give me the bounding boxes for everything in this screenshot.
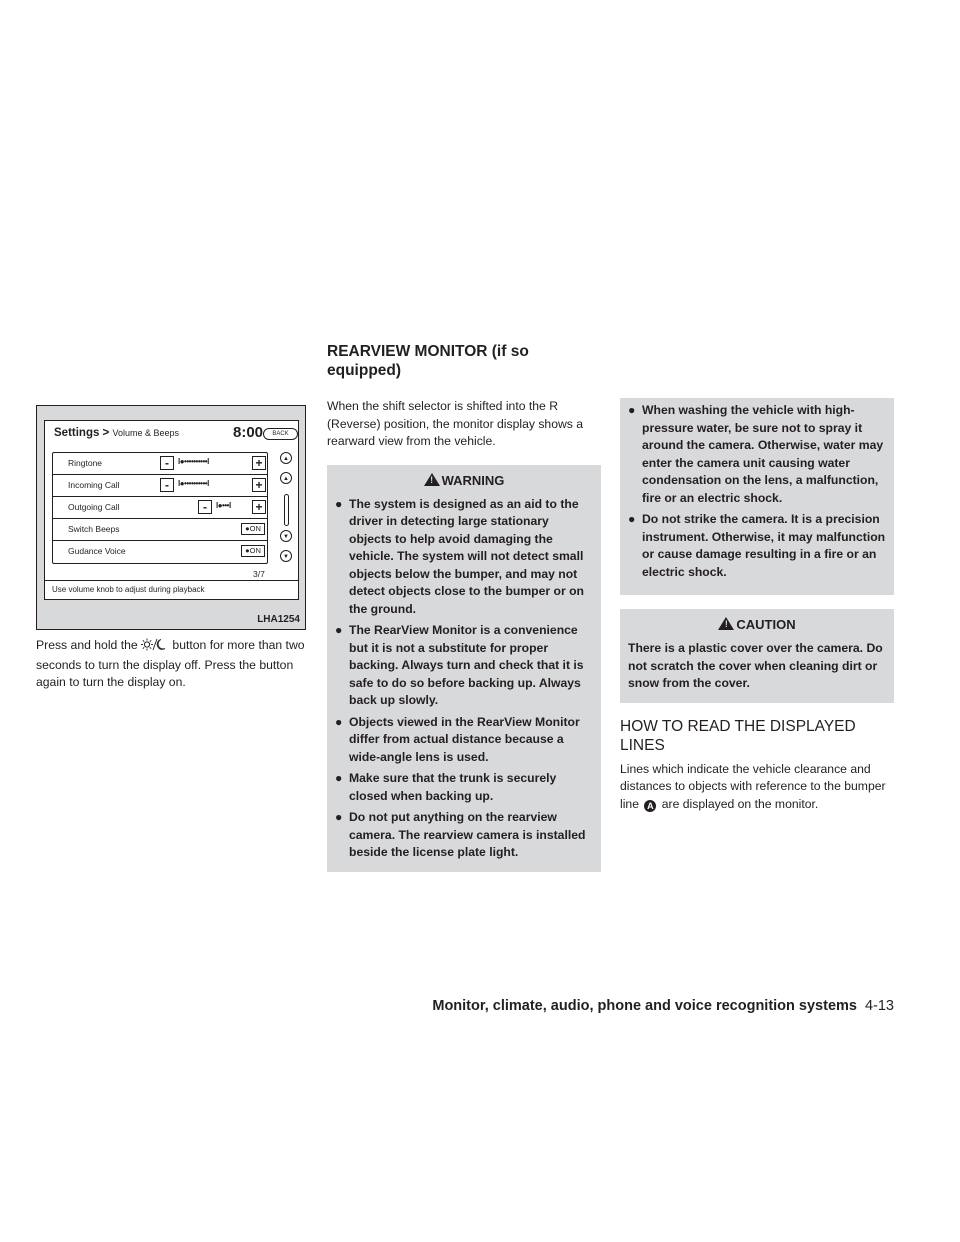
setting-row-ringtone bbox=[53, 453, 267, 475]
screen-title: Settings > Volume & Beeps bbox=[54, 427, 180, 439]
screen-subtitle: Volume & Beeps bbox=[112, 428, 180, 438]
caution-box bbox=[620, 609, 894, 703]
plus-icon: + bbox=[252, 478, 266, 492]
section-title-line-2: equipped) bbox=[327, 362, 402, 379]
caution-text: There is a plastic cover over the camera. Do not scratch the cover when cleaning dirt or snow from the cover. bbox=[628, 641, 883, 690]
setting-row-switch-beeps bbox=[53, 519, 267, 541]
caution-title: CAUTION bbox=[736, 617, 796, 632]
figure-id: LHA1254 bbox=[257, 614, 300, 625]
down-arrow-icon: ▼ bbox=[280, 530, 292, 542]
up-arrow-icon: ▲ bbox=[280, 472, 292, 484]
setting-label: Outgoing Call bbox=[68, 502, 120, 512]
lines-paragraph bbox=[620, 761, 894, 814]
column-3 bbox=[620, 398, 894, 813]
column-2 bbox=[327, 398, 601, 872]
volume-level: l●••••••••••l bbox=[178, 457, 209, 466]
minus-icon: - bbox=[160, 478, 174, 492]
page-footer bbox=[432, 998, 894, 1014]
minus-icon: - bbox=[198, 500, 212, 514]
intro-paragraph: When the shift selector is shifted into the R (Reverse) position, the monitor display shows a rearward view from the vehicle. bbox=[327, 399, 584, 448]
warning-icon: ! bbox=[424, 473, 440, 486]
page-indicator: 3/7 bbox=[253, 569, 265, 579]
double-up-arrow-icon: ▲ bbox=[280, 452, 292, 464]
setting-label: Incoming Call bbox=[68, 480, 120, 490]
scroll-track bbox=[284, 494, 289, 526]
double-down-arrow-icon: ▼ bbox=[280, 550, 292, 562]
caution-heading bbox=[628, 617, 886, 632]
screen-clock: 8:00 bbox=[233, 424, 264, 441]
lines-text-before: Lines which indicate the vehicle clearance and distances to objects with reference to the bumper line bbox=[620, 761, 886, 811]
warning-item: ● The RearView Monitor is a convenience but it is not a substitute for proper backing. Always turn and check that it is safe to do so before backing up. Always back up slowly. bbox=[335, 623, 584, 707]
display-button-paragraph bbox=[36, 637, 306, 692]
para-text-before: Press and hold the bbox=[36, 638, 138, 652]
warning-box-continued bbox=[620, 398, 894, 595]
toggle-on-badge: ●ON bbox=[241, 545, 265, 557]
plus-icon: + bbox=[252, 456, 266, 470]
volume-level: l●•••l bbox=[216, 501, 231, 510]
section-title bbox=[327, 342, 627, 380]
setting-row-outgoing-call bbox=[53, 497, 267, 519]
subsection-title: HOW TO READ THE DISPLAYED LINES bbox=[620, 717, 856, 754]
minus-icon: - bbox=[160, 456, 174, 470]
warning-item: ● Do not put anything on the rearview camera. The rearview camera is installed beside the license plate light. bbox=[335, 810, 586, 859]
warning-item: ● The system is designed as an aid to the driver in detecting large stationary objects to help avoid damaging the vehicle. The system will not detect small objects below the bumper, and may not detect objects close to the bumper or on the ground. bbox=[335, 496, 584, 616]
footer-chapter: Monitor, climate, audio, phone and voice recognition systems bbox=[432, 998, 857, 1014]
setting-label: Gudance Voice bbox=[68, 546, 126, 556]
screen-scrollbar bbox=[278, 452, 296, 564]
warning-item: ● When washing the vehicle with high-pressure water, be sure not to spray it around the camera. Otherwise, water may enter the camera unit causing water condensation on the lens, a malfunction, fire or an electric shock. bbox=[628, 403, 884, 505]
volume-level: l●••••••••••l bbox=[178, 479, 209, 488]
setting-row-guidance-voice bbox=[53, 541, 267, 563]
setting-label: Ringtone bbox=[68, 458, 103, 468]
setting-row-incoming-call bbox=[53, 475, 267, 497]
display-screen bbox=[44, 420, 299, 600]
section-title-line-1: REARVIEW MONITOR (if so bbox=[327, 343, 529, 360]
brightness-button-icon bbox=[141, 638, 169, 657]
warning-heading bbox=[335, 473, 593, 488]
para-text-after: button for more than two seconds to turn the display off. Press the button again to turn the display on. bbox=[36, 638, 305, 689]
screen-header bbox=[45, 421, 298, 445]
column-1 bbox=[36, 637, 306, 692]
warning-item: ● Make sure that the trunk is securely closed when backing up. bbox=[335, 771, 557, 803]
warning-item: ● Objects viewed in the RearView Monitor differ from actual distance because a wide-angle lens is used. bbox=[335, 714, 580, 764]
warning-item: ● Do not strike the camera. It is a precision instrument. Otherwise, it may malfunction or cause damage resulting in a fire or an electric shock. bbox=[628, 512, 886, 579]
settings-list bbox=[52, 452, 268, 564]
setting-label: Switch Beeps bbox=[68, 524, 120, 534]
lines-text-after: are displayed on the monitor. bbox=[661, 796, 819, 811]
warning-title: WARNING bbox=[441, 472, 505, 488]
marker-a-icon: A bbox=[644, 800, 656, 812]
screen-back-button: BACK bbox=[263, 428, 298, 440]
toggle-on-badge: ●ON bbox=[241, 523, 265, 535]
caution-icon: ! bbox=[718, 617, 734, 630]
screen-hint: Use volume knob to adjust during playback bbox=[45, 580, 298, 599]
figure-settings-screen bbox=[36, 405, 306, 630]
page-number: 4-13 bbox=[864, 998, 894, 1014]
plus-icon: + bbox=[252, 500, 266, 514]
warning-box bbox=[327, 465, 601, 872]
